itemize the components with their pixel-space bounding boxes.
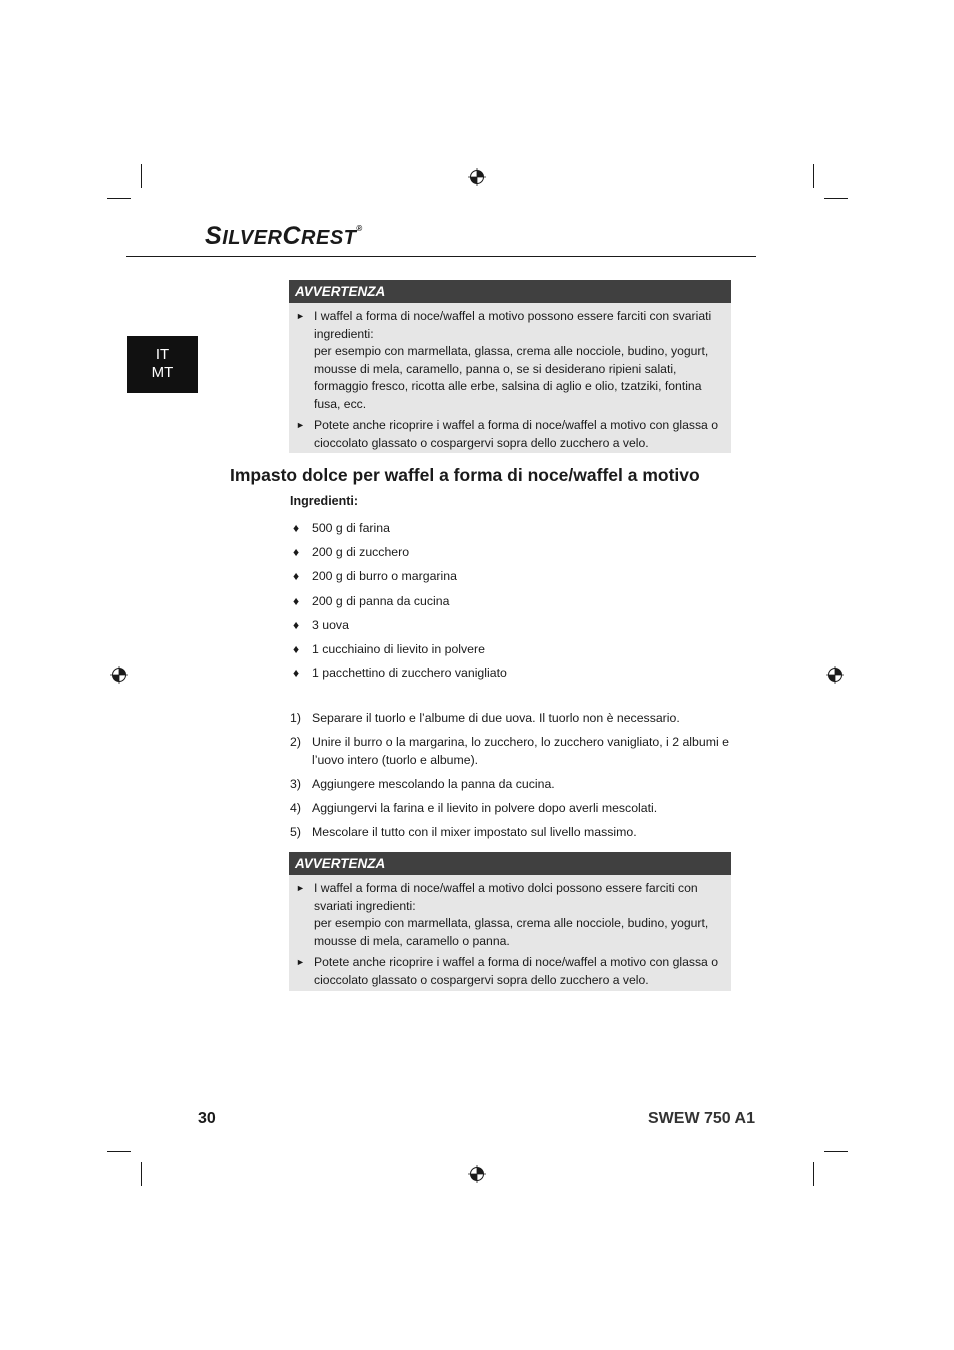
crop-mark — [107, 198, 131, 199]
warning-box — [289, 280, 731, 453]
language-tab — [127, 336, 198, 393]
arrow-bullet-icon: ► — [296, 883, 305, 893]
step-number: 2) — [290, 735, 301, 749]
crop-mark — [813, 164, 814, 188]
registration-mark-icon — [468, 1165, 486, 1183]
language-code-mt: MT — [151, 364, 174, 381]
list-item: ♦ 200 g di zucchero — [290, 542, 507, 566]
registration-mark-icon — [468, 168, 486, 186]
list-item — [289, 308, 723, 413]
arrow-bullet-icon: ► — [296, 311, 305, 321]
warning-box — [289, 852, 731, 991]
step-text: Aggiungere mescolando la panna da cucina. — [312, 777, 555, 791]
list-item — [290, 823, 732, 841]
warning-list — [289, 303, 731, 459]
arrow-bullet-icon: ► — [296, 957, 305, 967]
model-number: SWEW 750 A1 — [648, 1110, 755, 1127]
step-text: Mescolare il tutto con il mixer impostato sul livello massimo. — [312, 825, 637, 839]
step-number: 3) — [290, 777, 301, 791]
diamond-bullet-icon: ♦ — [293, 641, 300, 656]
crop-mark — [141, 164, 142, 188]
crop-mark — [141, 1162, 142, 1186]
diamond-bullet-icon: ♦ — [293, 593, 300, 608]
crop-mark — [813, 1162, 814, 1186]
diamond-bullet-icon: ♦ — [293, 666, 300, 681]
arrow-bullet-icon: ► — [296, 420, 305, 430]
diamond-bullet-icon: ♦ — [293, 617, 300, 632]
list-item — [290, 709, 732, 727]
diamond-bullet-icon: ♦ — [293, 569, 300, 584]
list-item — [290, 799, 732, 817]
warning-list — [289, 875, 731, 996]
list-item — [289, 954, 723, 989]
step-text: Aggiungervi la farina e il lievito in polvere dopo averli mescolati. — [312, 801, 658, 815]
list-item — [290, 733, 732, 769]
warning-text: I waffel a forma di noce/waffel a motivo possono essere farciti con svariati ingredienti: — [314, 309, 712, 341]
list-item: ♦ 1 cucchiaino di lievito in polvere — [290, 639, 507, 663]
warning-text: per esempio con marmellata, glassa, crema alle nocciole, budino, yogurt, mousse di mela, caramello o panna. — [314, 916, 709, 948]
language-code-it: IT — [155, 346, 170, 363]
ingredients-list — [290, 518, 507, 687]
warning-text: Potete anche ricoprire i waffel a forma di noce/waffel a motivo con glassa o cioccolato glassato o cospargervi sopra dello zucchero a velo. — [314, 955, 718, 987]
list-item — [289, 880, 723, 950]
step-text: Separare il tuorlo e l’albume di due uova. Il tuorlo non è necessario. — [312, 711, 680, 725]
step-number: 5) — [290, 825, 301, 839]
crop-mark — [824, 1151, 848, 1152]
list-item — [289, 417, 723, 452]
registration-mark-icon — [110, 666, 128, 684]
steps-list — [290, 709, 732, 847]
list-item: ♦ 1 pacchettino di zucchero vanigliato — [290, 663, 507, 687]
warning-text: Potete anche ricoprire i waffel a forma di noce/waffel a motivo con glassa o cioccolato glassato o cospargervi sopra dello zucchero a velo. — [314, 418, 718, 450]
warning-heading: AVVERTENZA — [289, 280, 731, 303]
page-number: 30 — [198, 1110, 216, 1127]
brand-logo: SILVERCREST® — [205, 222, 363, 250]
step-number: 4) — [290, 801, 301, 815]
list-item — [290, 775, 732, 793]
warning-text: per esempio con marmellata, glassa, crema alle nocciole, budino, yogurt, mousse di mela, caramello, panna o, se si desiderano ripieni salati, formaggio fresco, ricotta alle erbe, salsina di aglio e olio, tzatziki, fontina fusa, ecc. — [314, 344, 709, 411]
header-rule — [126, 256, 756, 257]
list-item: ♦ 200 g di panna da cucina — [290, 591, 507, 615]
list-item: ♦ 3 uova — [290, 615, 507, 639]
list-item: ♦ 500 g di farina — [290, 518, 507, 542]
diamond-bullet-icon: ♦ — [293, 545, 300, 560]
diamond-bullet-icon: ♦ — [293, 521, 300, 535]
section-title: Impasto dolce per waffel a forma di noce/waffel a motivo — [230, 465, 700, 485]
step-text: Unire il burro o la margarina, lo zucchero, lo zucchero vanigliato, i 2 albumi e l’uovo intero (tuorlo e albume). — [312, 735, 729, 767]
ingredients-label: Ingredienti: — [290, 494, 359, 508]
warning-text: I waffel a forma di noce/waffel a motivo dolci possono essere farciti con svariati ingredienti: — [314, 881, 698, 913]
step-number: 1) — [290, 711, 301, 725]
registration-mark-icon — [826, 666, 844, 684]
list-item: ♦ 200 g di burro o margarina — [290, 566, 507, 590]
crop-mark — [107, 1151, 131, 1152]
crop-mark — [824, 198, 848, 199]
warning-heading: AVVERTENZA — [289, 852, 731, 875]
